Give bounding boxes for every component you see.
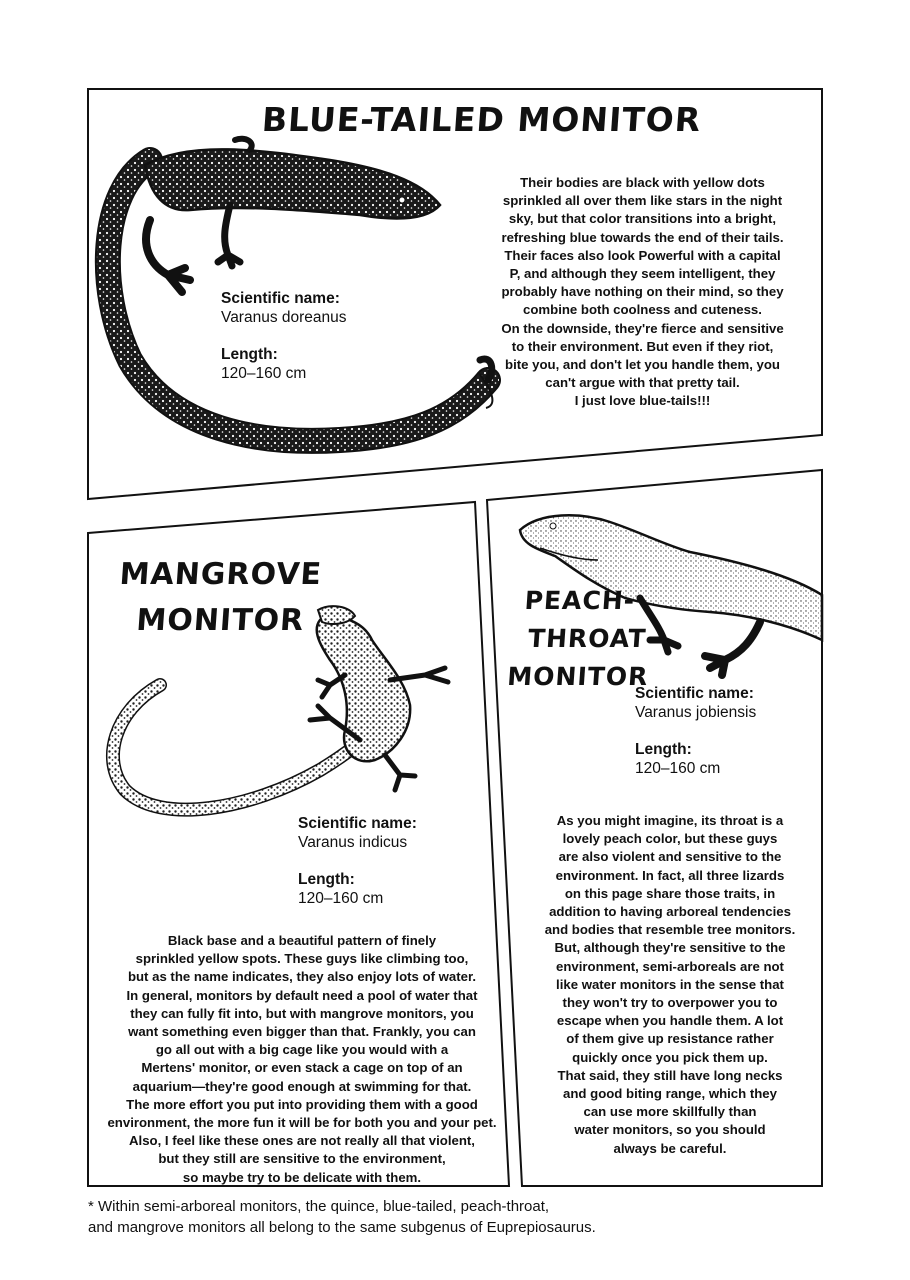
text-line: go all out with a big cage like you would with a xyxy=(155,1042,449,1058)
footnote-line2: and mangrove monitors all belong to the same subgenus of Euprepiosaurus. xyxy=(88,1219,596,1236)
blue-tailed-info xyxy=(221,289,347,383)
length-value: 120–160 cm xyxy=(635,760,721,777)
text-line: always be careful. xyxy=(613,1140,727,1156)
length-value: 120–160 cm xyxy=(298,890,384,907)
text-line: on this page share those traits, in xyxy=(564,885,776,901)
scientific-name-value: Varanus doreanus xyxy=(221,309,347,326)
text-line: Mertens' monitor, or even stack a cage on top of an xyxy=(141,1060,463,1076)
text-line: quickly once you pick them up. xyxy=(572,1049,768,1065)
text-line: Black base and a beautiful pattern of finely xyxy=(167,933,437,948)
text-line: aquarium—they're good enough at swimming for that. xyxy=(132,1078,472,1094)
length-value: 120–160 cm xyxy=(221,365,307,382)
text-line: are also violent and sensitive to the xyxy=(558,849,782,865)
text-line: but as the name indicates, they also enjoy lots of water. xyxy=(127,969,477,985)
length-label: Length: xyxy=(221,346,278,363)
text-line: so maybe try to be delicate with them. xyxy=(182,1169,422,1185)
scientific-name-label: Scientific name: xyxy=(298,815,417,832)
text-line: escape when you handle them. A lot xyxy=(556,1013,784,1029)
text-line: The more effort you put into providing them with a good xyxy=(126,1096,478,1112)
text-line: bite you, and don't let you handle them, you xyxy=(505,357,780,373)
mangrove-title-line1: MANGROVE xyxy=(118,557,324,592)
text-line: addition to having arboreal tendencies xyxy=(549,904,791,920)
peach-throat-title xyxy=(506,582,655,696)
text-line: and bodies that resemble tree monitors. xyxy=(544,922,796,938)
text-line: environment, the more fun it will be for both you and your pet. xyxy=(107,1115,497,1131)
mangrove-info xyxy=(298,814,417,908)
length-label: Length: xyxy=(635,741,692,758)
text-line: Their faces also look Powerful with a capital xyxy=(504,247,781,263)
peach-throat-info xyxy=(635,684,756,778)
text-line: to their environment. But even if they riot, xyxy=(511,338,774,354)
text-line: In general, monitors by default need a pool of water that xyxy=(126,987,478,1003)
text-line: As you might imagine, its throat is a xyxy=(556,813,784,828)
scientific-name-value: Varanus indicus xyxy=(298,834,408,851)
text-line: they won't try to overpower you to xyxy=(562,995,778,1011)
peach-throat-title-line2: THROAT xyxy=(527,624,648,653)
text-line: sky, but that color transitions into a bright, xyxy=(508,211,777,227)
text-line: probably have nothing on their mind, so they xyxy=(501,284,784,300)
text-line: Also, I feel like these ones are not really all that violent, xyxy=(129,1133,475,1149)
text-line: lovely peach color, but these guys xyxy=(562,831,778,847)
peach-throat-description xyxy=(530,812,810,1158)
text-line: combine both coolness and cuteness. xyxy=(523,302,762,318)
text-line: sprinkled yellow spots. These guys like climbing too, xyxy=(135,951,469,967)
text-line: environment, semi-arboreals are not xyxy=(556,958,784,974)
text-line: they can fully fit into, but with mangrove monitors, you xyxy=(130,1005,474,1021)
text-line: Their bodies are black with yellow dots xyxy=(520,175,765,190)
text-line: refreshing blue towards the end of their tails. xyxy=(501,229,784,245)
scientific-name-label: Scientific name: xyxy=(635,685,754,702)
text-line: can use more skillfully than xyxy=(583,1104,757,1120)
peach-throat-title-line1: PEACH- xyxy=(523,586,637,615)
text-line: I just love blue-tails!!! xyxy=(574,393,711,409)
text-line: and good biting range, which they xyxy=(563,1086,777,1102)
text-line: can't argue with that pretty tail. xyxy=(545,375,740,391)
blue-tailed-title: BLUE-TAILED MONITOR xyxy=(260,100,703,139)
text-line: That said, they still have long necks xyxy=(557,1067,783,1083)
text-line: But, although they're sensitive to the xyxy=(554,940,786,956)
mangrove-description xyxy=(96,932,508,1187)
mangrove-title xyxy=(115,552,324,644)
peach-throat-title-line3: MONITOR xyxy=(506,662,650,691)
mangrove-title-line2: MONITOR xyxy=(135,603,306,638)
scientific-name-value: Varanus jobiensis xyxy=(635,704,757,721)
text-line: like water monitors in the sense that xyxy=(556,976,784,992)
text-line: P, and although they seem intelligent, they xyxy=(509,266,776,282)
text-line: but they still are sensitive to the environment, xyxy=(158,1151,446,1167)
length-label: Length: xyxy=(298,871,355,888)
text-line: want something even bigger than that. Frankly, you can xyxy=(128,1024,476,1040)
footnote-line1: * Within semi-arboreal monitors, the quince, blue-tailed, peach-throat, xyxy=(88,1198,550,1215)
footnote xyxy=(88,1196,596,1238)
scientific-name-label: Scientific name: xyxy=(221,290,340,307)
text-line: On the downside, they're fierce and sensitive xyxy=(501,320,784,336)
blue-tailed-description xyxy=(500,174,785,411)
text-line: environment. In fact, all three lizards xyxy=(555,867,785,883)
text-line: sprinkled all over them like stars in the night xyxy=(502,193,783,209)
text-line: water monitors, so you should xyxy=(574,1122,766,1138)
text-line: of them give up resistance rather xyxy=(566,1031,774,1047)
